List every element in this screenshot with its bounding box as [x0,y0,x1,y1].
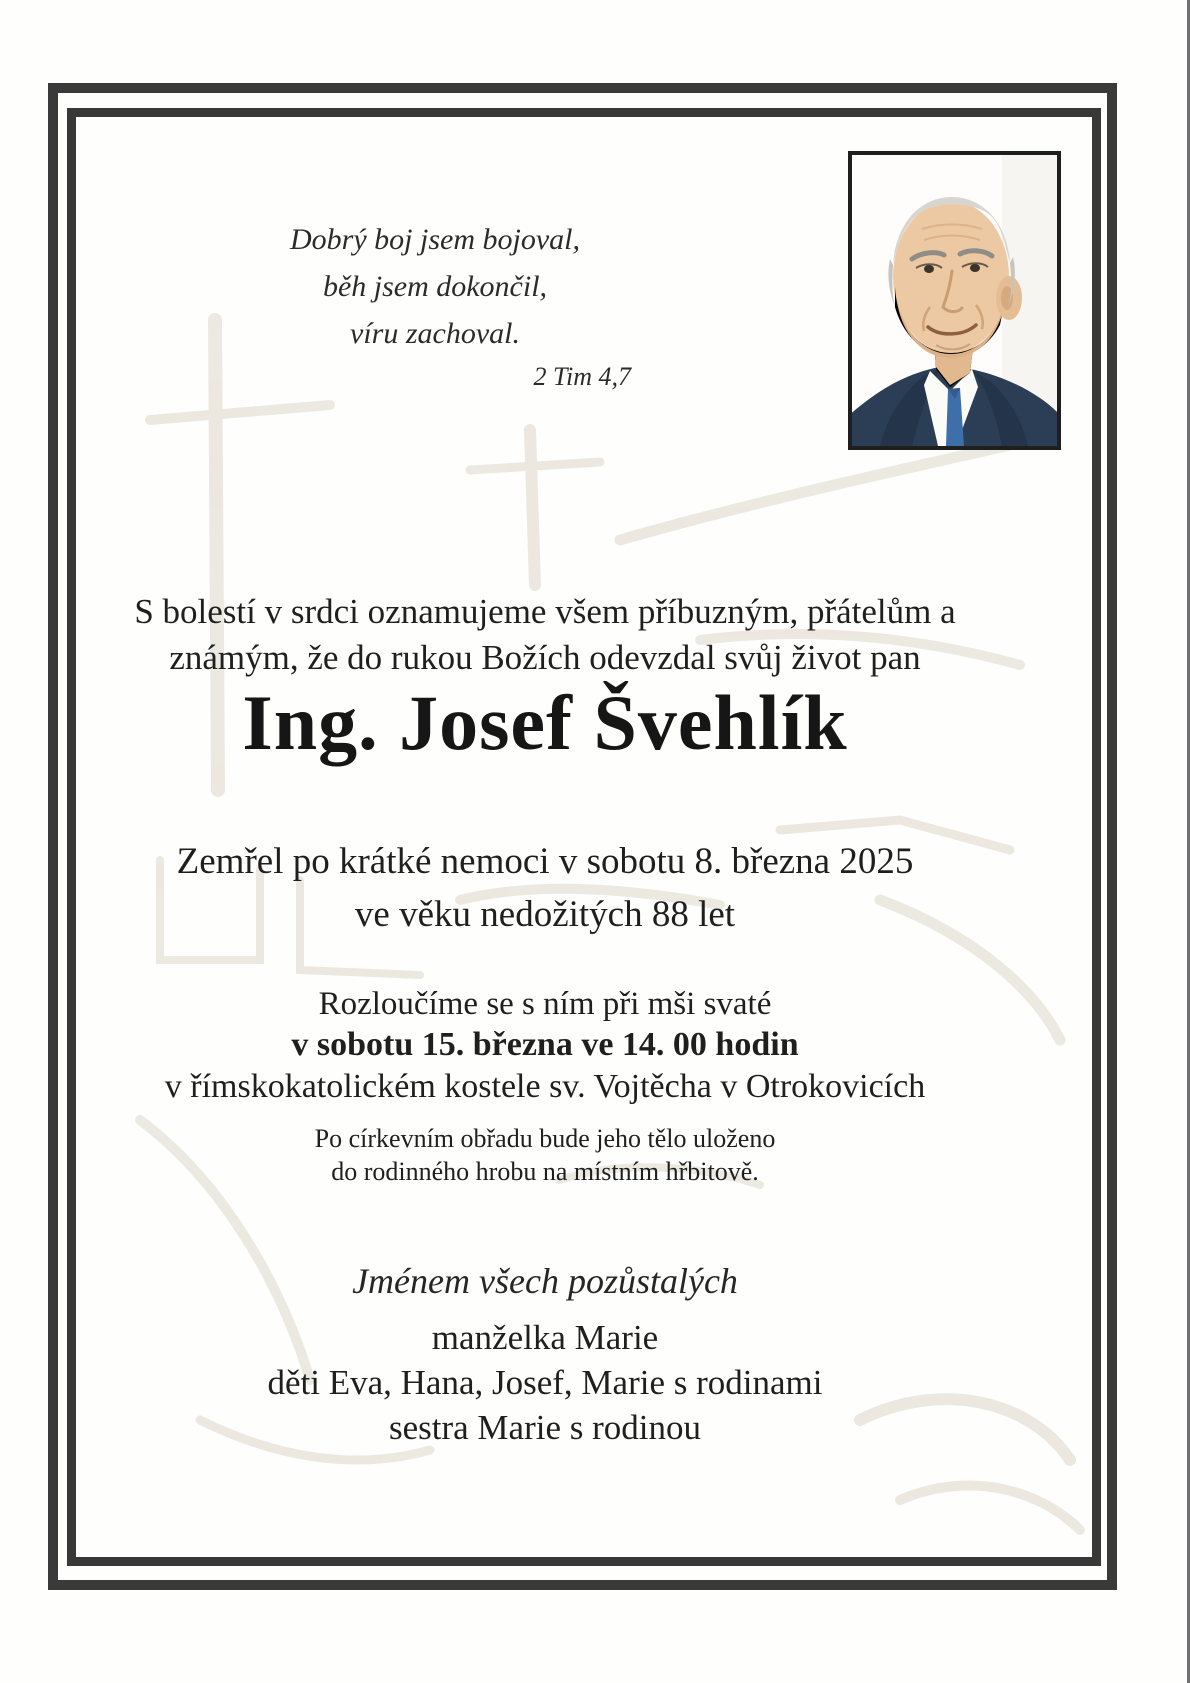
death-age-line: ve věku nedožitých 88 let [354,894,736,935]
burial-note-line-1: Po církevním obřadu bude jeho tělo uloženo [314,1124,776,1153]
farewell-intro-line: Rozloučíme se s ním při mši svaté [318,986,772,1022]
death-date-line: Zemřel po krátké nemoci v sobotu 8. března 2025 [176,841,914,882]
family-sister-line: sestra Marie s rodinou [388,1408,701,1447]
announcement-line-2: známým, že do rukou Božích odevzdal svůj život pan [169,638,921,677]
farewell-datetime-line: v sobotu 15. března ve 14. 00 hodin [291,1026,799,1063]
farewell-church-line: v římskokatolickém kostele sv. Vojtěcha v Otrokovicích [164,1068,926,1105]
family-heading: Jménem všech pozůstalých [352,1261,738,1301]
burial-note-line-2: do rodinného hrobu na místním hřbitově. [331,1157,759,1186]
quote-line-3: víru zachoval. [350,317,520,350]
scripture-quote [235,216,635,397]
portrait-illustration [852,155,1057,446]
quote-line-2: běh jsem dokončil, [322,270,548,303]
quote-reference: 2 Tim 4,7 [533,362,631,391]
portrait-photo [848,151,1061,450]
announcement-line-1: S bolestí v srdci oznamujeme všem příbuzným, přátelům a [134,592,956,631]
deceased-name: Ing. Josef Švehlík [242,679,848,766]
quote-line-1: Dobrý boj jsem bojoval, [290,223,580,256]
family-wife-line: manželka Marie [431,1318,659,1357]
family-children-line: děti Eva, Hana, Josef, Marie s rodinami [267,1363,823,1402]
